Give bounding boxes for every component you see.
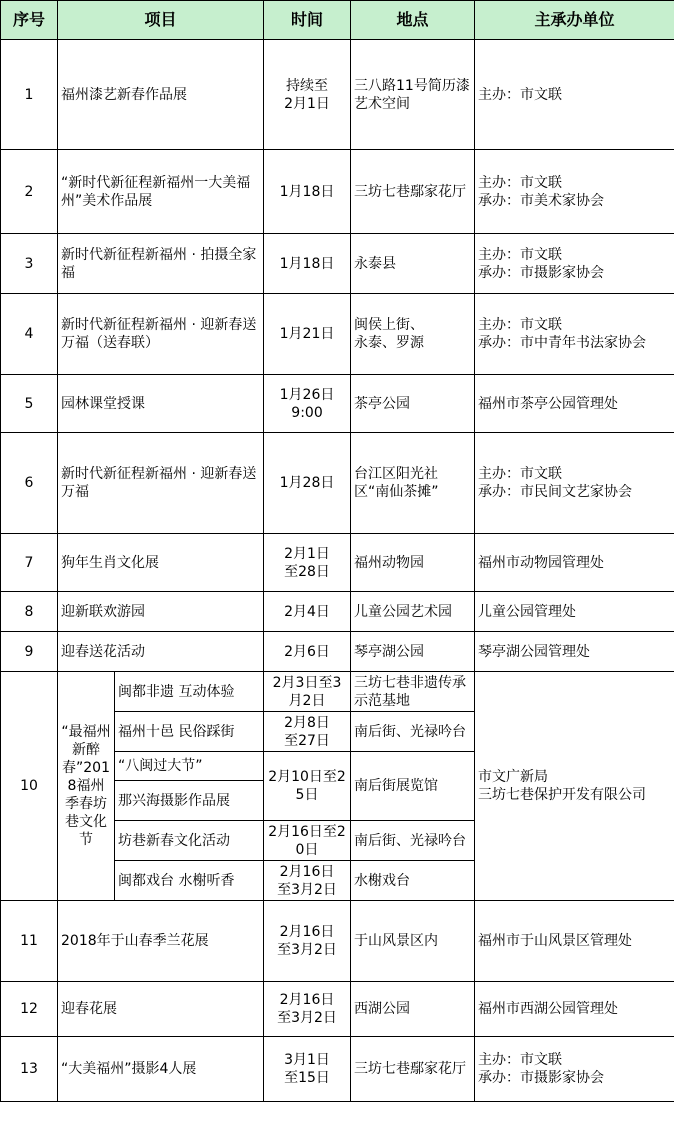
header-no: 序号 bbox=[1, 1, 58, 40]
cell-org: 主办：市文联 承办：市民间文艺家协会 bbox=[475, 433, 674, 534]
header-place: 地点 bbox=[351, 1, 475, 40]
sub-time: 2月8日 至27日 bbox=[264, 712, 351, 752]
cell-time: 持续至 2月1日 bbox=[264, 40, 351, 150]
sub-item: 闽都非遗 互动体验 bbox=[115, 672, 264, 712]
table-row bbox=[1, 592, 674, 632]
cell-no: 4 bbox=[1, 294, 58, 375]
cell-item: 狗年生肖文化展 bbox=[58, 534, 264, 592]
cell-time: 3月1日 至15日 bbox=[264, 1037, 351, 1102]
cell-place: 儿童公园艺术园 bbox=[351, 592, 475, 632]
cell-no: 9 bbox=[1, 632, 58, 672]
header-item: 项目 bbox=[58, 1, 264, 40]
cell-no: 11 bbox=[1, 901, 58, 982]
cell-org: 福州市于山风景区管理处 bbox=[475, 901, 674, 982]
cell-item: “大美福州”摄影4人展 bbox=[58, 1037, 264, 1102]
cell-item: 福州漆艺新春作品展 bbox=[58, 40, 264, 150]
cell-place: 台江区阳光社区“南仙茶摊” bbox=[351, 433, 475, 534]
cell-time: 2月1日 至28日 bbox=[264, 534, 351, 592]
cell-item: 园林课堂授课 bbox=[58, 375, 264, 433]
table-row-group-10 bbox=[1, 672, 674, 712]
sub-time: 2月10日至25日 bbox=[264, 752, 351, 821]
cell-place: 三坊七巷鄢家花厅 bbox=[351, 150, 475, 234]
sub-item: 闽都戏台 水榭听香 bbox=[115, 861, 264, 901]
table-row bbox=[1, 433, 674, 534]
cell-time: 2月16日 至3月2日 bbox=[264, 982, 351, 1037]
cell-time: 2月6日 bbox=[264, 632, 351, 672]
cell-item: 迎新联欢游园 bbox=[58, 592, 264, 632]
cell-item: 新时代新征程新福州 · 拍摄全家福 bbox=[58, 234, 264, 294]
cell-time: 1月21日 bbox=[264, 294, 351, 375]
sub-place: 三坊七巷非遗传承示范基地 bbox=[351, 672, 475, 712]
cell-no: 1 bbox=[1, 40, 58, 150]
cell-org: 福州市西湖公园管理处 bbox=[475, 982, 674, 1037]
cell-org: 儿童公园管理处 bbox=[475, 592, 674, 632]
cell-item: 新时代新征程新福州 · 迎新春送万福（送春联） bbox=[58, 294, 264, 375]
cell-no: 13 bbox=[1, 1037, 58, 1102]
cell-time: 1月28日 bbox=[264, 433, 351, 534]
table-row bbox=[1, 40, 674, 150]
sub-item: “八闽过大节” bbox=[115, 752, 264, 781]
table-row bbox=[1, 234, 674, 294]
cell-org: 主办：市文联 承办：市摄影家协会 bbox=[475, 234, 674, 294]
cell-no: 12 bbox=[1, 982, 58, 1037]
table-row bbox=[1, 294, 674, 375]
cell-no: 3 bbox=[1, 234, 58, 294]
cell-org: 主办：市文联 承办：市中青年书法家协会 bbox=[475, 294, 674, 375]
sub-item: 坊巷新春文化活动 bbox=[115, 821, 264, 861]
cell-no: 5 bbox=[1, 375, 58, 433]
cell-time: 2月16日 至3月2日 bbox=[264, 901, 351, 982]
cell-place: 琴亭湖公园 bbox=[351, 632, 475, 672]
header-org: 主承办单位 bbox=[475, 1, 674, 40]
cell-item: 新时代新征程新福州 · 迎新春送万福 bbox=[58, 433, 264, 534]
table-row bbox=[1, 901, 674, 982]
cell-no: 6 bbox=[1, 433, 58, 534]
cell-org: 福州市动物园管理处 bbox=[475, 534, 674, 592]
cell-time: 1月18日 bbox=[264, 234, 351, 294]
cell-place: 于山风景区内 bbox=[351, 901, 475, 982]
sub-place: 水榭戏台 bbox=[351, 861, 475, 901]
cell-org: 琴亭湖公园管理处 bbox=[475, 632, 674, 672]
cell-no: 10 bbox=[1, 672, 58, 901]
table-row bbox=[1, 632, 674, 672]
cell-time: 2月4日 bbox=[264, 592, 351, 632]
sub-place: 南后街、光禄吟台 bbox=[351, 712, 475, 752]
cell-item: 迎春送花活动 bbox=[58, 632, 264, 672]
cell-org: 主办：市文联 承办：市美术家协会 bbox=[475, 150, 674, 234]
cell-org: 主办：市文联 承办：市摄影家协会 bbox=[475, 1037, 674, 1102]
cell-place: 西湖公园 bbox=[351, 982, 475, 1037]
sub-time: 2月16日至20日 bbox=[264, 821, 351, 861]
festival-title-cell: “最福州新醉春”2018福州季春坊巷文化节 bbox=[58, 672, 115, 901]
cell-time: 1月18日 bbox=[264, 150, 351, 234]
table-row bbox=[1, 1037, 674, 1102]
sub-item: 那兴海摄影作品展 bbox=[115, 781, 264, 821]
cell-no: 2 bbox=[1, 150, 58, 234]
cell-place: 三八路11号简历漆艺术空间 bbox=[351, 40, 475, 150]
sub-time: 2月16日 至3月2日 bbox=[264, 861, 351, 901]
sub-time: 2月3日至3月2日 bbox=[264, 672, 351, 712]
cell-org: 福州市茶亭公园管理处 bbox=[475, 375, 674, 433]
cell-place: 三坊七巷鄢家花厅 bbox=[351, 1037, 475, 1102]
cell-item: 2018年于山春季兰花展 bbox=[58, 901, 264, 982]
table-row bbox=[1, 375, 674, 433]
cell-item: “新时代新征程新福州一大美福州”美术作品展 bbox=[58, 150, 264, 234]
header-time: 时间 bbox=[264, 1, 351, 40]
cell-org: 市文广新局 三坊七巷保护开发有限公司 bbox=[475, 672, 674, 901]
sub-place: 南后街、光禄吟台 bbox=[351, 821, 475, 861]
cell-no: 7 bbox=[1, 534, 58, 592]
cell-place: 福州动物园 bbox=[351, 534, 475, 592]
cell-place: 茶亭公园 bbox=[351, 375, 475, 433]
cell-place: 永泰县 bbox=[351, 234, 475, 294]
cell-time: 1月26日 9:00 bbox=[264, 375, 351, 433]
sub-place: 南后街展览馆 bbox=[351, 752, 475, 821]
table-header-row bbox=[1, 1, 674, 40]
table-row bbox=[1, 982, 674, 1037]
cell-item: 迎春花展 bbox=[58, 982, 264, 1037]
cell-place: 闽侯上街、 永泰、罗源 bbox=[351, 294, 475, 375]
table-row bbox=[1, 534, 674, 592]
sub-item: 福州十邑 民俗踩街 bbox=[115, 712, 264, 752]
table-row bbox=[1, 150, 674, 234]
cell-no: 8 bbox=[1, 592, 58, 632]
cell-org: 主办：市文联 bbox=[475, 40, 674, 150]
